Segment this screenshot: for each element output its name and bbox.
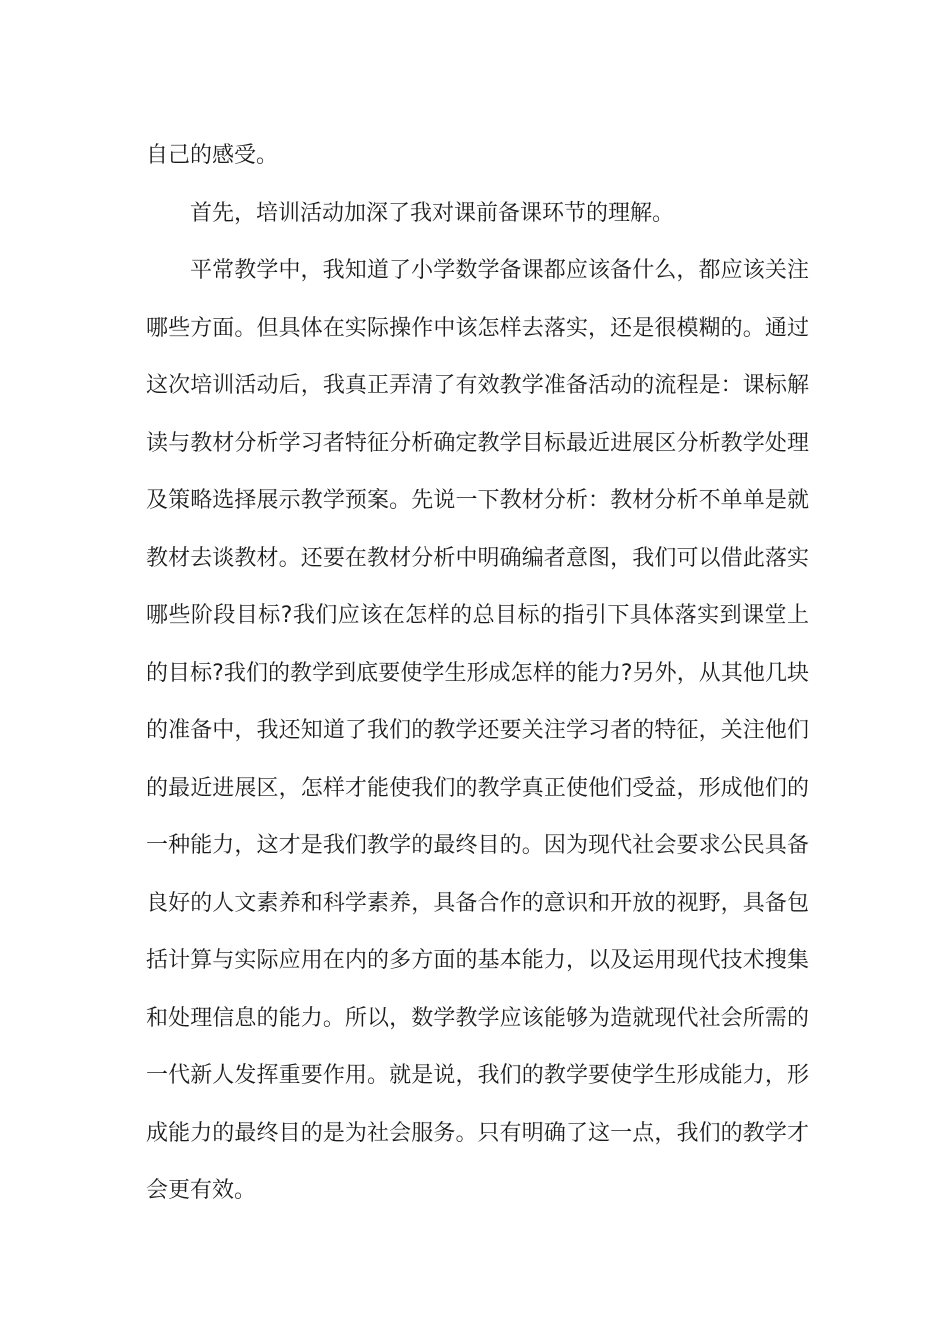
document-body: [146, 127, 809, 1220]
paragraph-first-point: 首先，培训活动加深了我对课前备课环节的理解。: [190, 200, 675, 226]
paragraph-continuation: 自己的感受。: [146, 143, 279, 168]
paragraph-main: 平常教学中，我知道了小学数学备课都应该备什么，都应该关注哪些方面。但具体在实际操作中该怎样去落实，还是很模糊的。通过这次培训活动后，我真正弄清了有效教学准备活动的流程是：课标解读与教材分析学习者特征分析确定教学目标最近进展区分析教学处理及策略选择展示教学预案。先说一下教材分析：教材分析不单单是就教材去谈教材。还要在教材分析中明确编者意图，我们可以借此落实哪些阶段目标?我们应该在怎样的总目标的指引下具体落实到课堂上的目标?我们的教学到底要使学生形成怎样的能力?另外，从其他几块的准备中，我还知道了我们的教学还要关注学习者的特征，关注他们的最近进展区，怎样才能使我们的教学真正使他们受益，形成他们的一种能力，这才是我们教学的最终目的。因为现代社会要求公民具备良好的人文素养和科学素养，具备合作的意识和开放的视野，具备包括计算与实际应用在内的多方面的基本能力，以及运用现代技术搜集和处理信息的能力。所以，数学教学应该能够为造就现代社会所需的一代新人发挥重要作用。就是说，我们的教学要使学生形成能力，形成能力的最终目的是为社会服务。只有明确了这一点，我们的教学才会更有效。: [146, 258, 809, 1203]
